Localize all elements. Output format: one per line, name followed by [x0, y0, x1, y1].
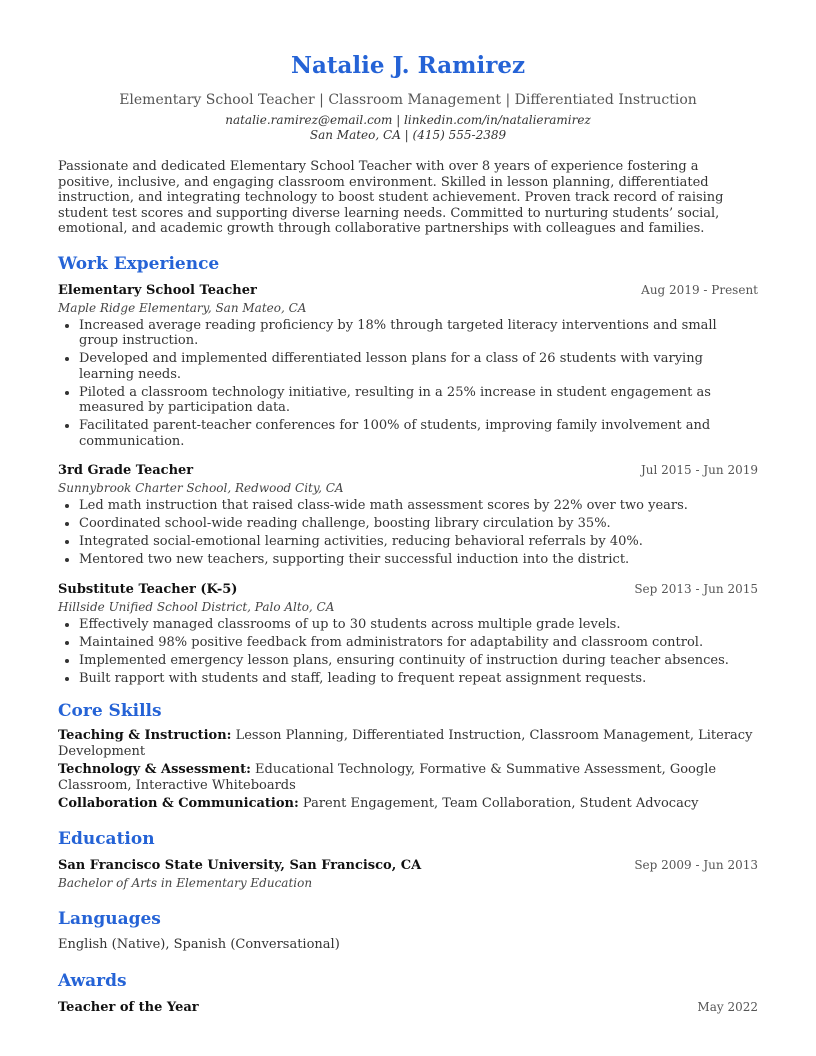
bullet-item: • Piloted a classroom technology initiative, resulting in a 25% increase in student engagement as measured by participation data. — [79, 385, 758, 416]
resume-header — [0, 0, 816, 143]
skill-group-text: Lesson Planning, Differentiated Instruction, Classroom Management, Literacy Development — [58, 728, 753, 759]
education-header — [58, 856, 758, 875]
job-bullets — [58, 498, 758, 568]
languages-text: English (Native), Spanish (Conversational) — [58, 936, 340, 952]
job-header — [58, 461, 758, 480]
bullet-item: • Increased average reading proficiency by 18% through targeted literacy interventions and small group instruction. — [79, 318, 758, 349]
section-title-awards: Awards — [58, 970, 127, 991]
job-dates: Aug 2019 - Present — [641, 282, 758, 297]
bullet-item: • Integrated social-emotional learning activities, reducing behavioral referrals by 40%. — [79, 534, 758, 550]
education-dates: Sep 2009 - Jun 2013 — [634, 857, 758, 872]
headline: Elementary School Teacher | Classroom Management | Differentiated Instruction — [119, 92, 697, 108]
job-organization: Hillside Unified School District, Palo Alto, CA — [58, 599, 335, 614]
bullet-item: • Built rapport with students and staff, leading to frequent repeat assignment requests. — [79, 671, 758, 687]
job-title: Elementary School Teacher — [58, 282, 257, 298]
award-date: May 2022 — [697, 999, 758, 1014]
job-title: Substitute Teacher (K-5) — [58, 581, 238, 597]
contact-location-phone: San Mateo, CA | (415) 555-2389 — [309, 128, 507, 142]
section-title-languages: Languages — [58, 908, 161, 929]
skill-group-text: Parent Engagement, Team Collaboration, Student Advocacy — [302, 796, 699, 811]
job-entry — [58, 281, 758, 450]
job-header — [58, 580, 758, 599]
school-name: San Francisco State University, San Francisco, CA — [58, 857, 422, 873]
bullet-item: • Coordinated school-wide reading challenge, boosting library circulation by 35%. — [79, 516, 758, 532]
job-organization: Maple Ridge Elementary, San Mateo, CA — [58, 300, 307, 315]
bullet-item: • Effectively managed classrooms of up to 30 students across multiple grade levels. — [79, 617, 758, 633]
resume-body — [0, 159, 816, 1017]
skill-group-label: Collaboration & Communication: — [58, 796, 299, 811]
job-dates: Jul 2015 - Jun 2019 — [640, 463, 758, 477]
award-entry — [58, 998, 758, 1017]
candidate-name: Natalie J. Ramirez — [290, 52, 526, 79]
summary-paragraph: Passionate and dedicated Elementary School Teacher with over 8 years of experience fostering a positive, inclusive, and engaging classroom environment. Skilled in lesson planning, differentiated instruction, and integrating technology to boost student achievement. Proven track record of raising student test scores and supporting diverse learning needs. Committed to nurturing students’ social, emotional, and academic growth through collaborative partnerships with colleagues and families. — [58, 159, 724, 236]
skill-group-text: Educational Technology, Formative & Summative Assessment, Google Classroom, Interactive Whiteboards — [58, 762, 717, 793]
job-entry — [58, 580, 758, 687]
job-header — [58, 281, 758, 300]
contact-email-linkedin: natalie.ramirez@email.com | linkedin.com/in/natalieramirez — [225, 113, 591, 127]
bullet-item: • Mentored two new teachers, supporting their successful induction into the district. — [79, 552, 758, 568]
award-title: Teacher of the Year — [58, 999, 199, 1015]
skill-group — [58, 762, 758, 793]
job-organization: Sunnybrook Charter School, Redwood City, CA — [58, 481, 344, 495]
skill-group-label: Technology & Assessment: — [58, 762, 251, 777]
skill-group — [58, 728, 758, 759]
section-title-core-skills: Core Skills — [58, 701, 162, 721]
section-title-education: Education — [58, 828, 155, 849]
section-title-work-experience: Work Experience — [58, 253, 220, 274]
skill-group-label: Teaching & Instruction: — [58, 728, 232, 743]
job-entry — [58, 461, 758, 568]
job-bullets — [58, 617, 758, 687]
degree: Bachelor of Arts in Elementary Education — [58, 875, 313, 890]
bullet-item: • Led math instruction that raised class-wide math assessment scores by 22% over two years. — [79, 498, 758, 514]
bullet-item: • Maintained 98% positive feedback from administrators for adaptability and classroom control. — [79, 635, 758, 651]
bullet-item: • Facilitated parent-teacher conferences for 100% of students, improving family involvement and communication. — [79, 418, 758, 449]
skill-group — [58, 796, 758, 812]
job-title: 3rd Grade Teacher — [58, 463, 194, 478]
job-dates: Sep 2013 - Jun 2015 — [634, 581, 758, 596]
bullet-item: • Implemented emergency lesson plans, ensuring continuity of instruction during teacher absences. — [79, 653, 758, 669]
bullet-item: • Developed and implemented differentiated lesson plans for a class of 26 students with varying learning needs. — [79, 351, 758, 382]
job-bullets — [58, 318, 758, 450]
